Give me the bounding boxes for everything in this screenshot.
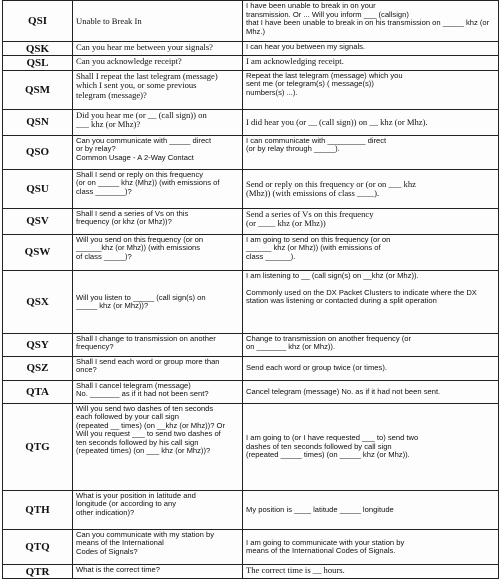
q-code: QTQ — [3, 529, 73, 564]
q-code: QSU — [3, 169, 73, 208]
table-row — [3, 208, 499, 234]
q-code: QSK — [3, 42, 73, 56]
q-question: Can you communicate with my station by means of the International Codes of Signals? — [73, 529, 243, 564]
q-question: What is the correct time? — [73, 564, 243, 578]
q-question: Will you listen to _____ (call sign(s) on _____ khz (or Mhz))? — [73, 270, 243, 333]
table-row — [3, 1, 499, 42]
q-question: Shall I send or reply on this frequency (or on _____ khz (Mhz)) (with emissions of class _______)? — [73, 169, 243, 208]
q-question: Shall I change to transmission on another frequency? — [73, 333, 243, 356]
q-code: QTG — [3, 403, 73, 490]
q-answer: I am going to send on this frequency (or on ______ khz (or Mhz)) (with emissions of class ______). — [243, 234, 499, 270]
q-answer: Repeat the last telegram (message) which you sent me (or telegram(s) ( message(s)) numbers(s) ...). — [243, 70, 499, 109]
q-answer: I am listening to __ (call sign(s) on __khz (or Mhz)). Commonly used on the DX Packet Clusters to indicate where the DX station was listening or contacted during a split operation — [243, 270, 499, 333]
q-code: QSL — [3, 56, 73, 70]
q-question: Can you acknowledge receipt? — [73, 56, 243, 70]
q-question: Can you communicate with _____ direct or by relay? Common Usage - A 2-Way Contact — [73, 135, 243, 169]
table-row — [3, 333, 499, 356]
q-answer: I did hear you (or __ (call sign)) on __ khz (or Mhz). — [243, 109, 499, 135]
table-row — [3, 490, 499, 529]
q-code: QSM — [3, 70, 73, 109]
q-code: QSV — [3, 208, 73, 234]
q-question: Did you hear me (or __ (call sign)) on ___ khz (or Mhz)? — [73, 109, 243, 135]
q-code-table — [2, 0, 499, 579]
table-row — [3, 56, 499, 70]
q-code: QTA — [3, 380, 73, 403]
q-question: Shall I send each word or group more than once? — [73, 356, 243, 380]
q-answer: Change to transmission on another frequency (or on _______ khz (or Mhz)). — [243, 333, 499, 356]
q-answer: Send each word or group twice (or times). — [243, 356, 499, 380]
q-code: QSZ — [3, 356, 73, 380]
q-answer: Send or reply on this frequency or (or on ___ khz (Mhz)) (with emissions of class ____). — [243, 169, 499, 208]
q-code: QSX — [3, 270, 73, 333]
q-code: QTR — [3, 564, 73, 578]
q-question: Will you send on this frequency (or on ______khz (or Mhz)) (with emissions of class _____)? — [73, 234, 243, 270]
q-question: Shall I cancel telegram (message) No. _______ as if it had not been sent? — [73, 380, 243, 403]
table-row — [3, 380, 499, 403]
q-answer: I am going to communicate with your station by means of the International Codes of Signals. — [243, 529, 499, 564]
table-row — [3, 234, 499, 270]
table-row — [3, 135, 499, 169]
q-question: Shall I repeat the last telegram (message) which I sent you, or some previous telegram (message)? — [73, 70, 243, 109]
q-answer: I am acknowledging receipt. — [243, 56, 499, 70]
q-question: Unable to Break In — [73, 1, 243, 42]
q-code: QSY — [3, 333, 73, 356]
table-row — [3, 70, 499, 109]
q-answer: The correct time is __ hours. — [243, 564, 499, 578]
q-code: QSN — [3, 109, 73, 135]
table-row — [3, 403, 499, 490]
q-code: QSO — [3, 135, 73, 169]
table-row — [3, 270, 499, 333]
q-question: What is your position in latitude and longitude (or according to any other indication)? — [73, 490, 243, 529]
q-answer: My position is ____ latitude _____ longitude — [243, 490, 499, 529]
q-question: Will you send two dashes of ten seconds each followed by your call sign (repeated __ times) (on __khz (or Mhz))? Or Will you request ___ to send two dashes of ten seconds followed by his call sign (repeated times) (on ___ khz (or Mhz))? — [73, 403, 243, 490]
q-answer: I am going to (or I have requested ___ to) send two dashes of ten seconds followed by call sign (repeated _____ times) (on _____ khz (or Mhz)). — [243, 403, 499, 490]
q-answer: I can communicate with _________ direct (or by relay through _____). — [243, 135, 499, 169]
table-row — [3, 564, 499, 578]
q-answer: I can hear you between my signals. — [243, 42, 499, 56]
q-answer: Send a series of Vs on this frequency (or ____ khz (or Mhz)) — [243, 208, 499, 234]
q-answer: I have been unable to break in on your transmission. Or ... Will you inform ___ (callsign) that I have been unable to break in on his transmission on _____ khz (or Mhz.) — [243, 1, 499, 42]
table-row — [3, 529, 499, 564]
q-code: QSI — [3, 1, 73, 42]
q-code: QSW — [3, 234, 73, 270]
table-row — [3, 169, 499, 208]
q-answer: Cancel telegram (message) No. as if it had not been sent. — [243, 380, 499, 403]
q-question: Shall I send a series of Vs on this frequency (or khz (or Mhz))? — [73, 208, 243, 234]
q-question: Can you hear me between your signals? — [73, 42, 243, 56]
table-row — [3, 356, 499, 380]
table-row — [3, 109, 499, 135]
q-code: QTH — [3, 490, 73, 529]
table-row — [3, 42, 499, 56]
